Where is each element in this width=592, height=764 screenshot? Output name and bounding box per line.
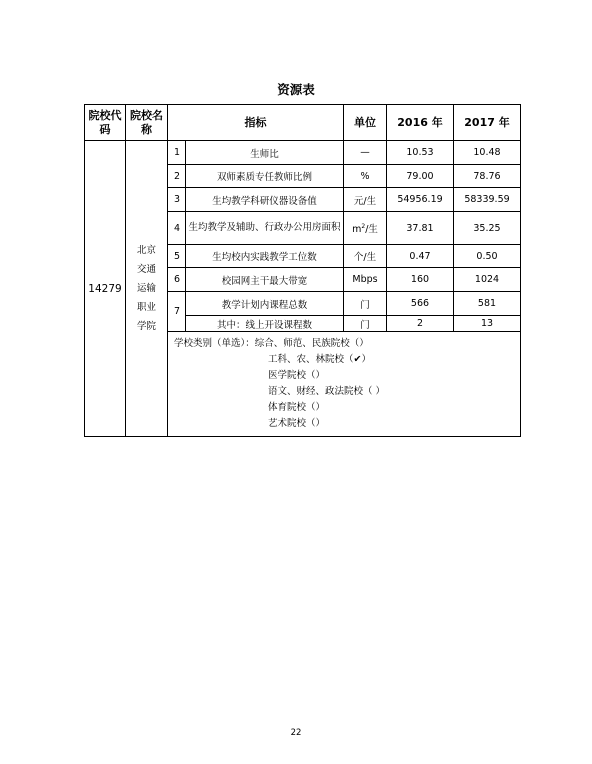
indicator-cell: 生均教学科研仪器设备值 [186,188,344,212]
value-2017: 58339.59 [454,188,521,212]
value-2017: 78.76 [454,165,521,188]
indicator-cell: 教学计划内课程总数 [186,292,344,316]
category-option: 艺术院校（） [268,418,326,429]
value-2016: 2 [387,316,454,332]
value-2016: 10.53 [387,141,454,165]
row-number: 5 [168,245,186,268]
value-2016: 566 [387,292,454,316]
value-2016: 0.47 [387,245,454,268]
college-name-line: 北京 [136,245,156,256]
header-name: 院校名称 [126,105,168,141]
value-2017: 581 [454,292,521,316]
indicator-cell: 生均校内实践教学工位数 [186,245,344,268]
category-option: 语文、财经、政法院校（ ） [268,386,386,397]
value-2017: 0.50 [454,245,521,268]
college-name-line: 学院 [136,321,156,332]
header-code: 院校代码 [85,105,126,141]
unit-cell: 个/生 [344,245,387,268]
value-2016: 160 [387,268,454,292]
unit-cell: — [344,141,387,165]
unit-superscript: 2 [361,222,366,230]
school-category [168,332,521,437]
header-2016: 2016 年 [387,105,454,141]
college-name-line: 交通 [136,264,156,275]
category-option: 医学院校（） [268,370,326,381]
college-code: 14279 [85,141,126,437]
header-indicator: 指标 [168,105,344,141]
value-2017: 10.48 [454,141,521,165]
value-2017: 1024 [454,268,521,292]
college-name-line: 运输 [136,283,156,294]
header-2017: 2017 年 [454,105,521,141]
header-row [85,105,521,141]
page-number: 22 [290,728,302,738]
row-number: 1 [168,141,186,165]
row-number: 6 [168,268,186,292]
indicator-cell: 生均教学及辅助、行政办公用房面积 [186,212,344,245]
row-number: 2 [168,165,186,188]
table-row [85,141,521,165]
indicator-cell: 双师素质专任教师比例 [186,165,344,188]
value-2016: 54956.19 [387,188,454,212]
unit-cell: Mbps [344,268,387,292]
value-2017: 35.25 [454,212,521,245]
indicator-cell: 其中：线上开设课程数 [186,316,344,332]
row-number: 4 [168,212,186,245]
unit-rest: /生 [365,224,378,235]
value-2016: 37.81 [387,212,454,245]
unit-cell: % [344,165,387,188]
indicator-cell: 生师比 [186,141,344,165]
row-number: 7 [168,292,186,332]
unit-base: m [352,224,362,235]
college-name-line: 职业 [136,302,156,313]
indicator-cell: 校园网主干最大带宽 [186,268,344,292]
unit-cell: 元/生 [344,188,387,212]
unit-cell: 门 [344,316,387,332]
value-2017: 13 [454,316,521,332]
category-option: 体育院校（） [268,402,326,413]
college-name [126,141,168,437]
header-unit: 单位 [344,105,387,141]
category-lead: 学校类别（单选）：综合、师范、民族院校（） [174,338,369,349]
unit-cell: 门 [344,292,387,316]
value-2016: 79.00 [387,165,454,188]
unit-cell [344,212,387,245]
category-option: 工科、农、林院校（✔） [268,354,371,365]
resource-table [84,104,521,437]
table-title: 资源表 [277,82,315,97]
row-number: 3 [168,188,186,212]
